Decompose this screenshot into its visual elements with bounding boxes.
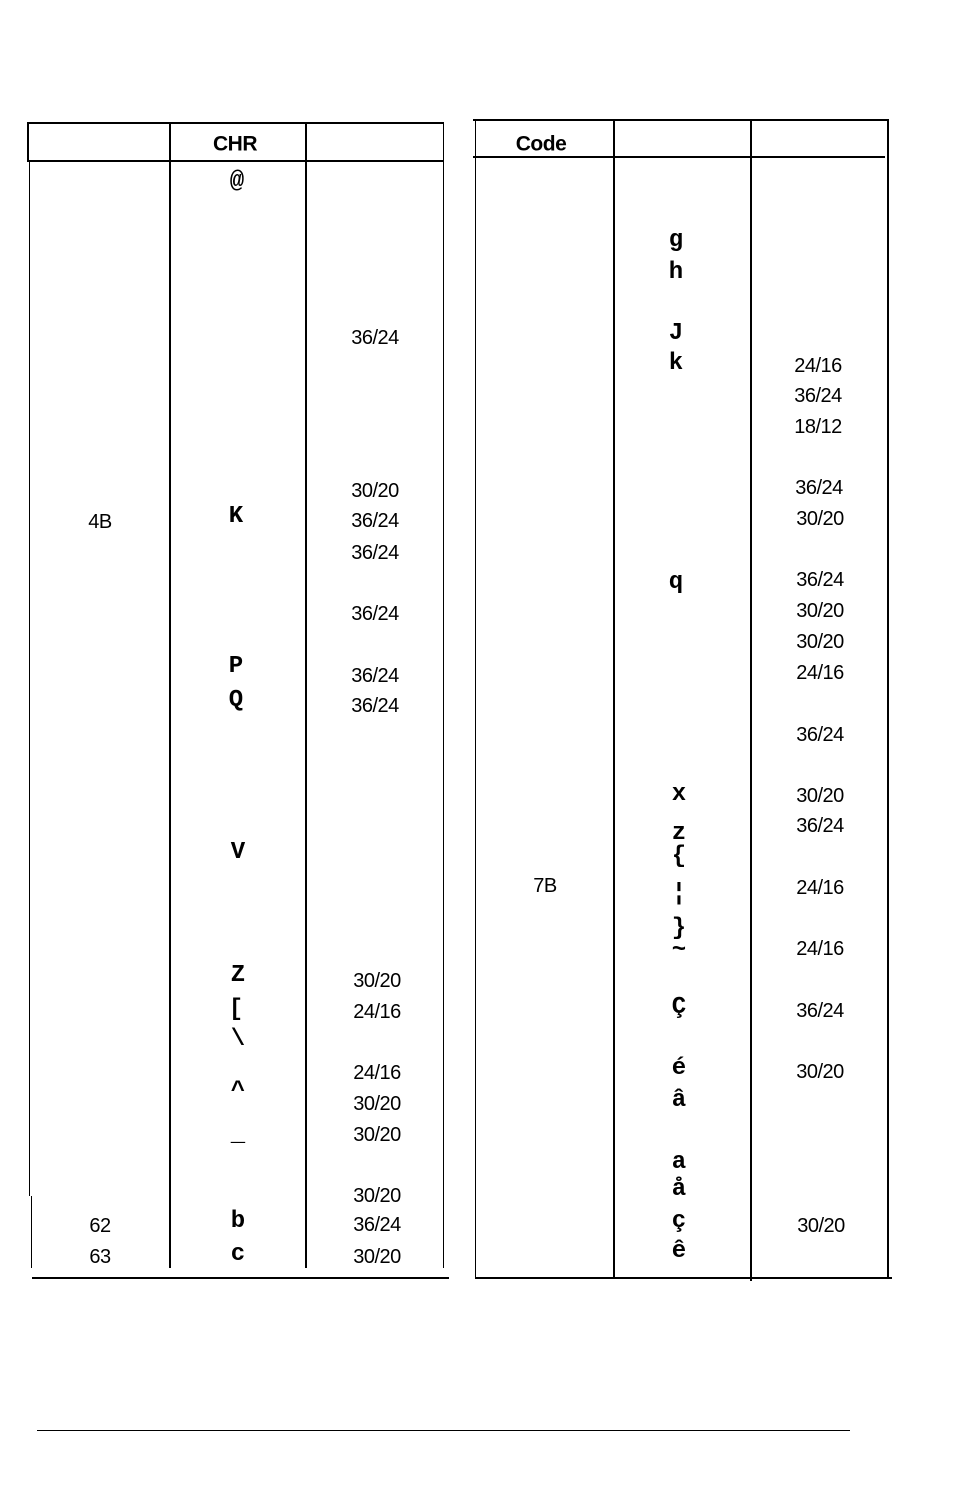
table-border bbox=[305, 122, 307, 1268]
char-cell: ^ bbox=[230, 1078, 246, 1105]
value-cell: 18/12 bbox=[794, 416, 842, 438]
value-cell: 36/24 bbox=[351, 603, 399, 625]
value-cell: 36/24 bbox=[351, 695, 399, 717]
value-cell: 30/20 bbox=[796, 785, 844, 807]
code-cell: 62 bbox=[89, 1215, 111, 1237]
value-cell: 36/24 bbox=[796, 1000, 844, 1022]
char-cell: a bbox=[671, 1149, 687, 1176]
table-border bbox=[613, 121, 615, 1279]
value-cell: 30/20 bbox=[796, 600, 844, 622]
char-cell: h bbox=[668, 259, 684, 286]
table-border bbox=[27, 122, 29, 162]
char-cell: é bbox=[671, 1055, 687, 1082]
table-border bbox=[473, 156, 885, 158]
footer-rule bbox=[37, 1430, 850, 1431]
table-border bbox=[27, 122, 444, 124]
header-chr: CHR bbox=[213, 132, 257, 156]
header-code: Code bbox=[515, 132, 567, 156]
value-cell: 30/20 bbox=[351, 480, 399, 502]
value-cell: 36/24 bbox=[353, 1214, 401, 1236]
code-cell: 63 bbox=[89, 1246, 111, 1268]
value-cell: 36/24 bbox=[351, 510, 399, 532]
char-cell: \ bbox=[230, 1026, 246, 1053]
value-cell: 24/16 bbox=[796, 877, 844, 899]
table-border bbox=[887, 119, 889, 1279]
value-cell: 24/16 bbox=[353, 1062, 401, 1084]
value-cell: 24/16 bbox=[794, 355, 842, 377]
char-cell: â bbox=[671, 1087, 687, 1114]
char-cell: g bbox=[668, 227, 684, 254]
char-cell: Ç bbox=[671, 994, 687, 1021]
value-cell: 30/20 bbox=[353, 1185, 401, 1207]
char-cell: P bbox=[228, 653, 244, 680]
value-cell: 36/24 bbox=[794, 385, 842, 407]
value-cell: 30/20 bbox=[796, 631, 844, 653]
table-border bbox=[169, 122, 171, 1268]
char-cell: { bbox=[671, 843, 687, 870]
table-border bbox=[29, 160, 444, 162]
char-cell: c bbox=[230, 1241, 246, 1268]
value-cell: 24/16 bbox=[796, 938, 844, 960]
char-cell: z bbox=[671, 820, 687, 847]
table-border bbox=[32, 1277, 449, 1279]
table-border bbox=[443, 122, 444, 1268]
char-cell: ¦ bbox=[671, 880, 687, 907]
char-cell: [ bbox=[228, 996, 244, 1023]
char-cell: ¯ bbox=[230, 1141, 246, 1168]
table-border bbox=[31, 1196, 32, 1268]
char-cell: k bbox=[668, 350, 684, 377]
char-cell: ê bbox=[671, 1238, 687, 1265]
value-cell: 30/20 bbox=[796, 508, 844, 530]
char-cell: @ bbox=[229, 168, 245, 195]
table-border bbox=[475, 119, 476, 1279]
char-cell: K bbox=[228, 503, 244, 530]
char-cell: Z bbox=[230, 962, 246, 989]
table-border bbox=[476, 1277, 892, 1279]
value-cell: 30/20 bbox=[353, 970, 401, 992]
char-cell: b bbox=[230, 1208, 246, 1235]
value-cell: 24/16 bbox=[353, 1001, 401, 1023]
char-cell: V bbox=[230, 839, 246, 866]
value-cell: 36/24 bbox=[796, 569, 844, 591]
value-cell: 30/20 bbox=[797, 1215, 845, 1237]
char-cell: x bbox=[671, 781, 687, 808]
char-cell: J bbox=[668, 320, 684, 347]
value-cell: 36/24 bbox=[796, 724, 844, 746]
char-cell: Q bbox=[228, 687, 244, 714]
value-cell: 36/24 bbox=[351, 665, 399, 687]
value-cell: 24/16 bbox=[796, 662, 844, 684]
char-cell: } bbox=[671, 915, 687, 942]
char-cell: ~ bbox=[671, 937, 687, 964]
value-cell: 36/24 bbox=[795, 477, 843, 499]
value-cell: 30/20 bbox=[353, 1246, 401, 1268]
value-cell: 36/24 bbox=[351, 542, 399, 564]
value-cell: 30/20 bbox=[796, 1061, 844, 1083]
char-cell: ç bbox=[671, 1208, 687, 1235]
value-cell: 36/24 bbox=[351, 327, 399, 349]
value-cell: 36/24 bbox=[796, 815, 844, 837]
code-cell: 4B bbox=[88, 511, 112, 533]
char-cell: å bbox=[671, 1176, 687, 1203]
value-cell: 30/20 bbox=[353, 1124, 401, 1146]
table-border bbox=[750, 119, 752, 1281]
table-border bbox=[29, 160, 30, 1196]
code-cell: 7B bbox=[533, 875, 557, 897]
char-cell: q bbox=[668, 569, 684, 596]
table-border bbox=[473, 119, 887, 121]
value-cell: 30/20 bbox=[353, 1093, 401, 1115]
